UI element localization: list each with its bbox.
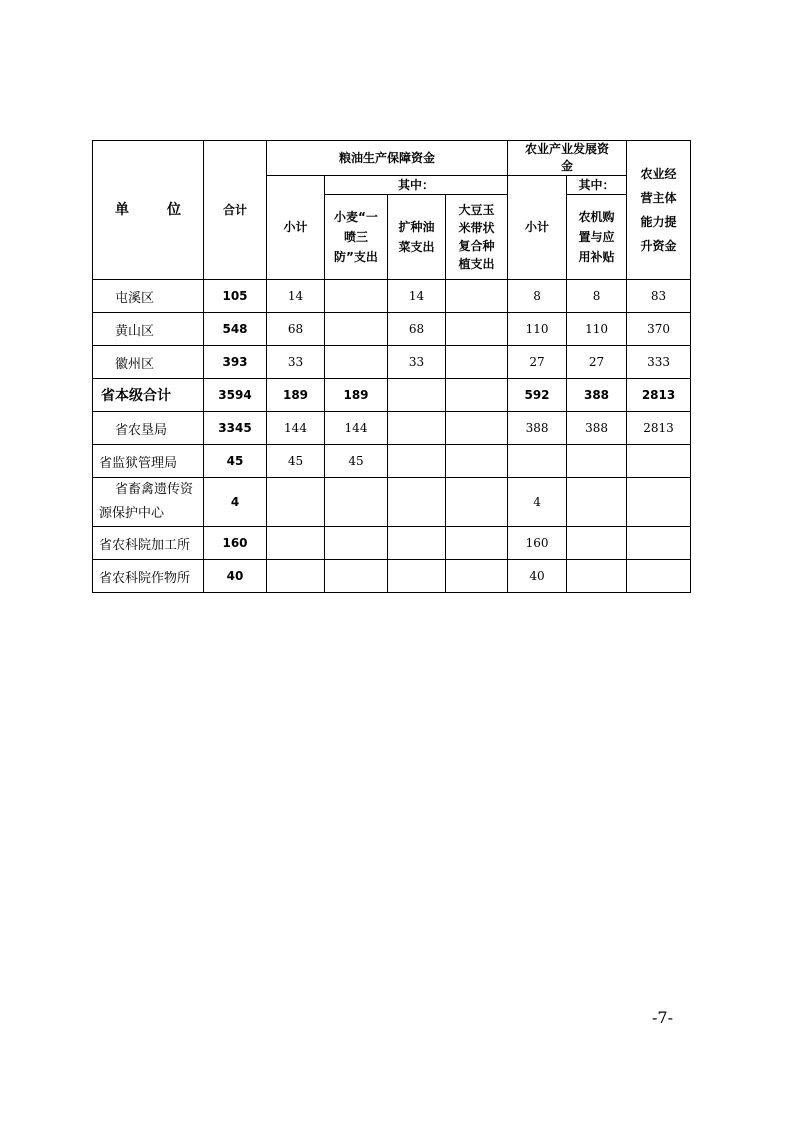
- row-name: 省农垦局: [93, 412, 204, 445]
- fund-allocation-table: [92, 140, 691, 593]
- row-operator: [627, 478, 691, 527]
- row-soybean: [446, 280, 508, 313]
- row-rapeseed: [388, 445, 446, 478]
- row-operator: 2813: [627, 379, 691, 412]
- header-grain-of-which: 其中：: [325, 176, 508, 195]
- table-row: [93, 527, 691, 560]
- row-operator: 370: [627, 313, 691, 346]
- row-operator: 83: [627, 280, 691, 313]
- header-unit: 单 位: [93, 141, 204, 280]
- row-soybean: [446, 527, 508, 560]
- table-row-subtotal: [93, 379, 691, 412]
- header-agri-subtotal: 小计: [508, 176, 567, 280]
- header-grain-subtotal: 小计: [267, 176, 325, 280]
- row-machinery: 388: [567, 412, 627, 445]
- row-operator: 333: [627, 346, 691, 379]
- row-operator: 2813: [627, 412, 691, 445]
- row-agri-subtotal: 8: [508, 280, 567, 313]
- table-row: [93, 313, 691, 346]
- row-total: 160: [204, 527, 267, 560]
- row-rapeseed: [388, 478, 446, 527]
- row-soybean: [446, 445, 508, 478]
- row-wheat: 144: [325, 412, 388, 445]
- row-name: 屯溪区: [93, 280, 204, 313]
- row-soybean: [446, 560, 508, 593]
- row-rapeseed: 14: [388, 280, 446, 313]
- row-machinery: 388: [567, 379, 627, 412]
- row-agri-subtotal: 592: [508, 379, 567, 412]
- row-rapeseed: [388, 560, 446, 593]
- row-agri-subtotal: 40: [508, 560, 567, 593]
- row-machinery: [567, 445, 627, 478]
- row-machinery: [567, 560, 627, 593]
- row-agri-subtotal: 4: [508, 478, 567, 527]
- row-wheat: [325, 527, 388, 560]
- row-rapeseed: 33: [388, 346, 446, 379]
- row-total: 45: [204, 445, 267, 478]
- row-total: 548: [204, 313, 267, 346]
- header-machinery: 农机购置与应用补贴: [567, 195, 627, 280]
- row-name: 省畜禽遗传资源保护中心: [93, 478, 204, 527]
- row-total: 4: [204, 478, 267, 527]
- row-soybean: [446, 313, 508, 346]
- row-total: 40: [204, 560, 267, 593]
- row-rapeseed: 68: [388, 313, 446, 346]
- row-machinery: [567, 478, 627, 527]
- row-grain-subtotal: 144: [267, 412, 325, 445]
- table-row: [93, 478, 691, 527]
- row-agri-subtotal: 160: [508, 527, 567, 560]
- row-wheat: 45: [325, 445, 388, 478]
- header-operator: 农业经营主体能力提升资金: [627, 141, 691, 280]
- header-soybean: 大豆玉米带状复合种植支出: [446, 195, 508, 280]
- row-agri-subtotal: [508, 445, 567, 478]
- table-row: [93, 346, 691, 379]
- row-grain-subtotal: 68: [267, 313, 325, 346]
- row-rapeseed: [388, 379, 446, 412]
- row-operator: [627, 560, 691, 593]
- row-wheat: [325, 346, 388, 379]
- row-wheat: [325, 560, 388, 593]
- row-operator: [627, 527, 691, 560]
- row-wheat: 189: [325, 379, 388, 412]
- row-wheat: [325, 280, 388, 313]
- row-agri-subtotal: 388: [508, 412, 567, 445]
- header-rapeseed: 扩种油菜支出: [388, 195, 446, 280]
- table-row: [93, 560, 691, 593]
- row-rapeseed: [388, 412, 446, 445]
- row-wheat: [325, 478, 388, 527]
- row-soybean: [446, 412, 508, 445]
- row-name: 省监狱管理局: [93, 445, 204, 478]
- row-soybean: [446, 379, 508, 412]
- row-machinery: [567, 527, 627, 560]
- header-grain-group: 粮油生产保障资金: [267, 141, 508, 176]
- row-total: 3594: [204, 379, 267, 412]
- table-row: [93, 412, 691, 445]
- row-machinery: 27: [567, 346, 627, 379]
- row-grain-subtotal: [267, 527, 325, 560]
- row-name: 省本级合计: [93, 379, 204, 412]
- row-total: 393: [204, 346, 267, 379]
- row-grain-subtotal: 45: [267, 445, 325, 478]
- row-name: 省农科院加工所: [93, 527, 204, 560]
- row-grain-subtotal: 14: [267, 280, 325, 313]
- header-agri-of-which: 其中：: [567, 176, 627, 195]
- header-wheat: 小麦“一喷三防”支出: [325, 195, 388, 280]
- header-total: 合计: [204, 141, 267, 280]
- row-grain-subtotal: 33: [267, 346, 325, 379]
- row-name: 黄山区: [93, 313, 204, 346]
- row-total: 105: [204, 280, 267, 313]
- row-grain-subtotal: [267, 478, 325, 527]
- row-agri-subtotal: 27: [508, 346, 567, 379]
- row-total: 3345: [204, 412, 267, 445]
- row-name: 省农科院作物所: [93, 560, 204, 593]
- row-soybean: [446, 346, 508, 379]
- row-rapeseed: [388, 527, 446, 560]
- row-operator: [627, 445, 691, 478]
- table-row: [93, 445, 691, 478]
- row-grain-subtotal: [267, 560, 325, 593]
- row-name: 徽州区: [93, 346, 204, 379]
- table-row: [93, 280, 691, 313]
- header-agri-group: 农业产业发展资金: [508, 141, 627, 176]
- row-grain-subtotal: 189: [267, 379, 325, 412]
- page-number: -7-: [652, 1008, 673, 1027]
- row-wheat: [325, 313, 388, 346]
- row-soybean: [446, 478, 508, 527]
- row-machinery: 8: [567, 280, 627, 313]
- row-machinery: 110: [567, 313, 627, 346]
- row-agri-subtotal: 110: [508, 313, 567, 346]
